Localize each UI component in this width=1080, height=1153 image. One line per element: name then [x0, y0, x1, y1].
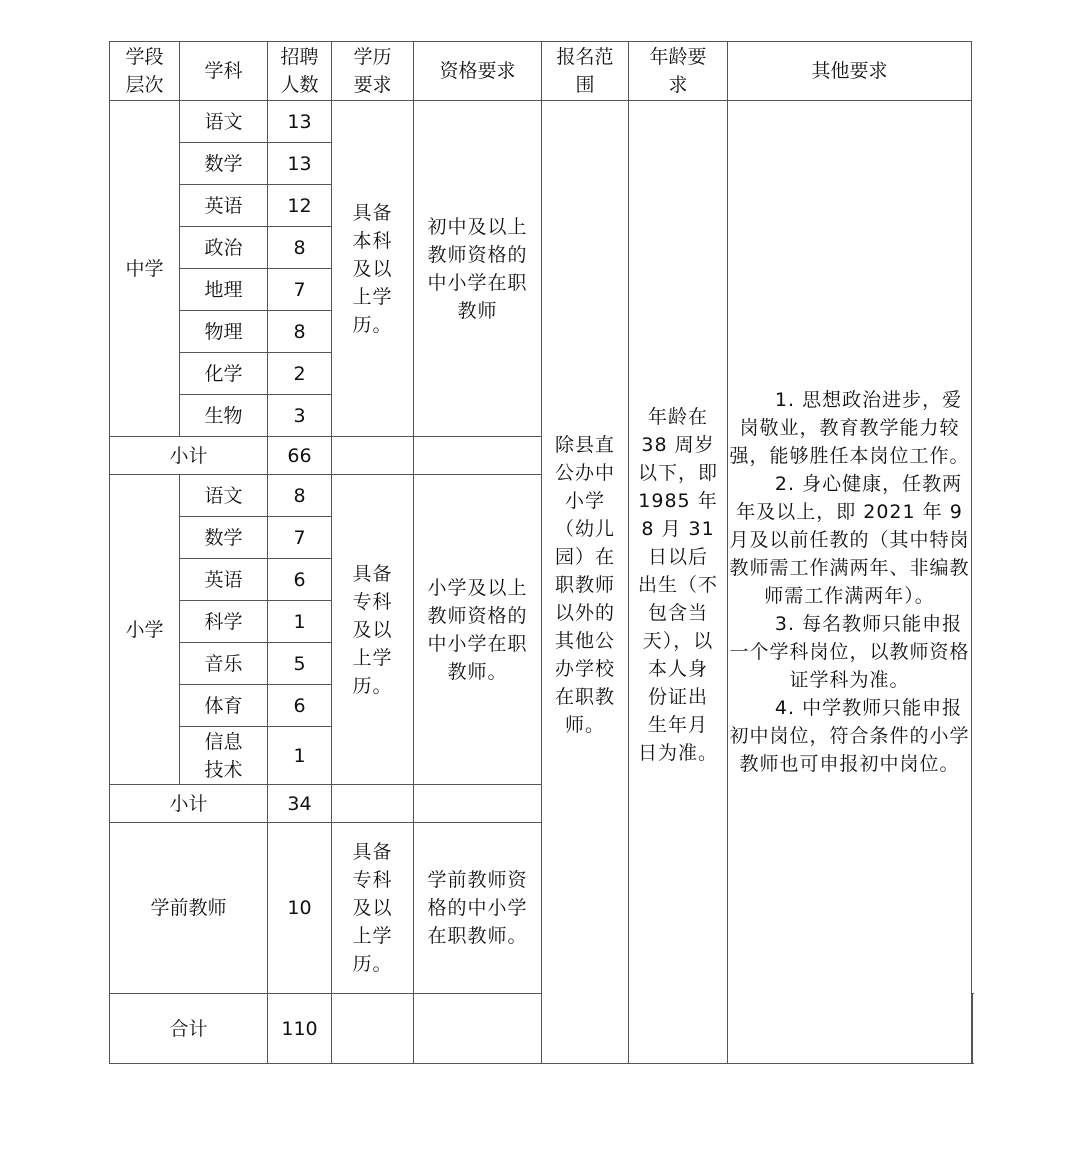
subject-cell: 数学 [180, 143, 268, 185]
preschool-qualification: 学前教师资 格的中小学 在职教师。 [414, 823, 542, 994]
count-cell: 13 [268, 101, 332, 143]
empty-cell [332, 785, 414, 823]
preschool-label: 学前教师 [110, 823, 268, 994]
subject-cell: 生物 [180, 395, 268, 437]
age-cell: 年龄在 38 周岁 以下，即 1985 年 8 月 31 日以后 出生（不 包含当 天），以 本人身 份证出 生年月 日为准。 [629, 101, 728, 1064]
empty-cell [332, 994, 414, 1064]
count-cell: 1 [268, 727, 332, 785]
count-cell: 3 [268, 395, 332, 437]
subject-cell: 物理 [180, 311, 268, 353]
subject-cell: 语文 [180, 475, 268, 517]
count-cell: 2 [268, 353, 332, 395]
other-item: 4. 中学教师只能申报初中岗位，符合条件的小学教师也可申报初中岗位。 [729, 697, 970, 775]
level-middle: 中学 [110, 101, 180, 437]
empty-cell [414, 437, 542, 475]
count-cell: 6 [268, 685, 332, 727]
recruitment-table [109, 41, 973, 1064]
middle-education: 具备 本科 及以 上学 历。 [332, 101, 414, 437]
other-item: 2. 身心健康，任教两年及以上，即 2021 年 9 月及以前任教的（其中特岗教师需工作满两年、非编教师需工作满两年）。 [729, 473, 970, 607]
empty-cell [414, 994, 542, 1064]
header-subject: 学科 [180, 42, 268, 101]
primary-education: 具备 专科 及以 上学 历。 [332, 475, 414, 785]
primary-subtotal-label: 小计 [110, 785, 268, 823]
subject-cell: 体育 [180, 685, 268, 727]
subject-cell: 信息 技术 [180, 727, 268, 785]
other-item: 3. 每名教师只能申报一个学科岗位，以教师资格证学科为准。 [729, 613, 970, 691]
count-cell: 8 [268, 311, 332, 353]
header-level: 学段 层次 [110, 42, 180, 101]
subject-cell: 政治 [180, 227, 268, 269]
empty-cell [972, 994, 973, 1064]
header-age: 年龄要 求 [629, 42, 728, 101]
subject-cell: 化学 [180, 353, 268, 395]
other-item: 1. 思想政治进步，爱岗敬业，教育教学能力较强，能够胜任本岗位工作。 [729, 389, 970, 467]
header-education: 学历 要求 [332, 42, 414, 101]
subject-cell: 地理 [180, 269, 268, 311]
count-cell: 5 [268, 643, 332, 685]
count-cell: 8 [268, 475, 332, 517]
preschool-count: 10 [268, 823, 332, 994]
subject-cell: 音乐 [180, 643, 268, 685]
empty-cell [332, 437, 414, 475]
count-cell: 7 [268, 517, 332, 559]
subject-cell: 语文 [180, 101, 268, 143]
header-count: 招聘 人数 [268, 42, 332, 101]
middle-qualification: 初中及以上 教师资格的 中小学在职 教师 [414, 101, 542, 437]
count-cell: 7 [268, 269, 332, 311]
middle-subtotal: 66 [268, 437, 332, 475]
primary-qualification: 小学及以上 教师资格的 中小学在职 教师。 [414, 475, 542, 785]
header-other: 其他要求 [728, 42, 972, 101]
subject-cell: 科学 [180, 601, 268, 643]
header-scope: 报名范 围 [542, 42, 629, 101]
empty-cell [414, 785, 542, 823]
level-primary: 小学 [110, 475, 180, 785]
subject-cell: 数学 [180, 517, 268, 559]
count-cell: 1 [268, 601, 332, 643]
count-cell: 8 [268, 227, 332, 269]
count-cell: 12 [268, 185, 332, 227]
other-requirements [728, 101, 972, 1064]
subject-cell: 英语 [180, 559, 268, 601]
middle-subtotal-label: 小计 [110, 437, 268, 475]
preschool-education: 具备 专科 及以 上学 历。 [332, 823, 414, 994]
total-count: 110 [268, 994, 332, 1064]
total-label: 合计 [110, 994, 268, 1064]
count-cell: 6 [268, 559, 332, 601]
count-cell: 13 [268, 143, 332, 185]
header-qualification: 资格要求 [414, 42, 542, 101]
scope-cell: 除县直 公办中 小学 （幼儿 园）在 职教师 以外的 其他公 办学校 在职教 师。 [542, 101, 629, 1064]
primary-subtotal: 34 [268, 785, 332, 823]
subject-cell: 英语 [180, 185, 268, 227]
